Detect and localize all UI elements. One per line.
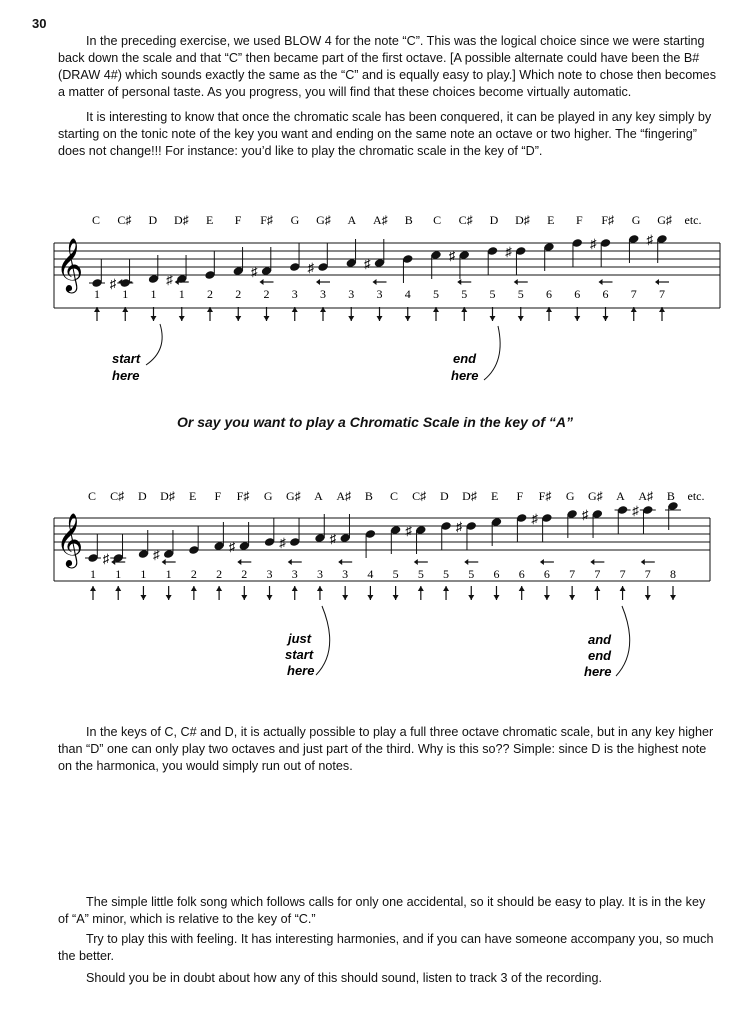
note <box>449 248 470 279</box>
sharp-sign-icon: ♯ <box>307 260 314 275</box>
hole-number: 3 <box>320 287 326 301</box>
blow-arrow-icon <box>320 307 326 321</box>
note <box>229 522 250 554</box>
page-number: 30 <box>32 16 47 31</box>
note <box>402 254 413 283</box>
note-name: D♯ <box>173 213 189 227</box>
hole-number: 1 <box>122 287 129 301</box>
note-name: etc. <box>684 213 702 227</box>
hole-number: 1 <box>150 287 157 301</box>
note-name: B <box>404 213 413 227</box>
hole-number: 4 <box>367 567 374 581</box>
note-name: C <box>433 213 442 227</box>
blow-arrow-icon <box>620 586 626 600</box>
note-name: D <box>148 213 158 227</box>
sharp-sign-icon: ♯ <box>251 264 258 279</box>
hole-number: 5 <box>461 287 468 301</box>
sharp-sign-icon: ♯ <box>632 503 639 518</box>
draw-arrow-icon <box>645 586 651 600</box>
hole-number: 1 <box>115 567 122 581</box>
hole-number: 3 <box>291 567 298 581</box>
hole-number: 5 <box>443 567 450 581</box>
hole-number: 7 <box>569 567 576 581</box>
sharp-sign-icon: ♯ <box>405 523 412 538</box>
sharp-sign-icon: ♯ <box>153 547 160 562</box>
sharp-sign-icon: ♯ <box>581 507 589 522</box>
sharp-sign-icon: ♯ <box>329 531 337 546</box>
hole-number: 5 <box>392 567 399 581</box>
hole-number: 2 <box>207 287 213 301</box>
note <box>516 513 527 542</box>
draw-arrow-icon <box>603 307 609 321</box>
end-label-line-1: and <box>588 632 612 647</box>
hole-number: 5 <box>433 287 439 301</box>
draw-arrow-icon <box>518 307 524 321</box>
start-marker <box>112 324 162 383</box>
note-name: F♯ <box>538 489 552 503</box>
hole-number: 6 <box>546 287 552 301</box>
blow-arrow-icon <box>443 586 449 600</box>
note-name: D♯ <box>160 489 175 503</box>
hole-number: 1 <box>94 287 100 301</box>
note <box>188 526 199 555</box>
note-name: A♯ <box>372 213 388 227</box>
note <box>85 534 101 563</box>
hole-number: 7 <box>619 567 626 581</box>
hole-number: 2 <box>263 287 270 301</box>
intro-paragraph-1: In the preceding exercise, we used BLOW 4 for the note “C”. This was the logical choice since we were starting back down the scale and that “C” then became part of the first octave. [A possible alternate could have been the B# (DRAW 4#) which sounds exactly the same as the “C” and is equally easy to play.] Which note to chose then becomes a matter of personal taste. As you progress, you will find that these choices become virtually automatic. <box>58 34 716 99</box>
blow-arrow-icon <box>433 307 439 321</box>
hole-number: 5 <box>417 567 424 581</box>
hole-number: 1 <box>178 287 185 301</box>
blow-arrow-icon <box>659 307 665 321</box>
draw-arrow-icon <box>544 586 550 600</box>
draw-arrow-icon <box>166 586 172 600</box>
note <box>647 232 668 263</box>
note-name: A♯ <box>336 489 352 503</box>
treble-clef-icon: 𝄞 <box>56 514 84 565</box>
hole-number: 3 <box>348 287 355 301</box>
start-label-line-2: start <box>285 647 314 662</box>
draw-arrow-icon <box>490 307 496 321</box>
note-name: F <box>214 489 222 503</box>
start-marker <box>285 606 330 678</box>
note-name: C♯ <box>412 489 427 503</box>
note-name: C <box>87 489 97 503</box>
blow-arrow-icon <box>631 307 637 321</box>
note <box>364 239 385 271</box>
note <box>440 521 451 550</box>
note-names-row <box>92 213 702 227</box>
note-name: E <box>188 489 197 503</box>
hole-number: 4 <box>404 287 411 301</box>
note <box>330 514 351 546</box>
draw-arrow-icon <box>151 307 157 321</box>
note <box>289 243 300 272</box>
hole-number: 5 <box>489 287 496 301</box>
hole-number: 3 <box>291 287 298 301</box>
note-name: F <box>234 213 242 227</box>
sharp-sign-icon: ♯ <box>102 551 110 566</box>
end-label-line-1: end <box>453 351 477 366</box>
note <box>572 238 583 267</box>
blow-arrow-icon <box>519 586 525 600</box>
treble-clef-icon: 𝄞 <box>56 239 84 290</box>
sharp-sign-icon: ♯ <box>531 511 538 526</box>
note-name: F <box>516 489 524 503</box>
blow-arrow-icon <box>418 586 424 600</box>
hole-number: 3 <box>342 567 349 581</box>
hole-number: 1 <box>140 567 147 581</box>
sharp-sign-icon: ♯ <box>646 232 653 247</box>
note-name: D♯ <box>515 213 530 227</box>
note-name: C <box>389 489 399 503</box>
draw-arrow-icon <box>179 307 185 321</box>
sharp-sign-icon: ♯ <box>166 272 173 287</box>
sharp-sign-icon: ♯ <box>228 539 236 554</box>
note <box>89 259 105 288</box>
note-name: C <box>91 213 101 227</box>
note-name: C♯ <box>117 213 132 227</box>
note-name: B <box>666 489 675 503</box>
note-name: D <box>439 489 449 503</box>
draw-arrow-icon <box>405 307 411 321</box>
sharp-sign-icon: ♯ <box>109 276 117 291</box>
hole-number: 1 <box>165 567 172 581</box>
note <box>487 246 498 275</box>
note-names-row <box>88 489 705 503</box>
blow-arrow-icon <box>292 307 298 321</box>
draw-arrow-icon <box>468 586 474 600</box>
note-name: A <box>314 489 323 503</box>
hole-number: 7 <box>594 567 601 581</box>
note-name: D <box>489 213 499 227</box>
note-name: C♯ <box>458 213 473 227</box>
note <box>264 518 275 547</box>
draw-arrow-icon <box>569 586 575 600</box>
draw-arrow-icon <box>367 586 373 600</box>
bottom-paragraph-3: Should you be in doubt about how any of this should sound, listen to track 3 of the recording. <box>86 971 602 985</box>
hole-number: 6 <box>543 567 550 581</box>
note <box>582 507 603 538</box>
blow-arrow-icon <box>207 307 213 321</box>
note-name: F <box>575 213 583 227</box>
hole-number: 3 <box>316 567 323 581</box>
caption-key-of-a: Or say you want to play a Chromatic Scale in the key of “A” <box>177 414 573 430</box>
note-name: E <box>490 489 499 503</box>
blow-arrow-icon <box>115 586 121 600</box>
hole-numbers-row <box>94 279 669 301</box>
middle-paragraph: In the keys of C, C# and D, it is actually possible to play a full three octave chromatic scale, but in any key higher than “D” one can only play two octaves and just part of the third. Why is this so?? Simple: since D is the highest note on the harmonica, you would simply run out of notes. <box>58 725 714 773</box>
draw-arrow-icon <box>348 307 354 321</box>
sharp-sign-icon: ♯ <box>448 248 456 263</box>
note <box>405 523 426 554</box>
draw-arrow-icon <box>574 307 580 321</box>
blow-arrow-icon <box>317 586 323 600</box>
end-label-line-3: here <box>584 664 612 679</box>
hole-number: 7 <box>630 287 637 301</box>
draw-arrow-icon <box>241 586 247 600</box>
end-marker <box>584 606 630 679</box>
hole-numbers-row <box>90 559 676 581</box>
draw-arrow-icon <box>670 586 676 600</box>
sharp-sign-icon: ♯ <box>505 244 512 259</box>
note <box>365 529 376 558</box>
blow-arrow-icon <box>191 586 197 600</box>
note-name: F♯ <box>236 489 250 503</box>
direction-arrows-row <box>94 307 665 321</box>
bottom-paragraph-2: Try to play this with feeling. It has interesting harmonies, and if you can have someone accompany you, so much the better. <box>58 932 714 963</box>
draw-arrow-icon <box>393 586 399 600</box>
note-name: G♯ <box>285 489 301 503</box>
start-label-line-1: just <box>288 631 312 646</box>
draw-arrow-icon <box>235 307 241 321</box>
blow-arrow-icon <box>122 307 128 321</box>
note-name: E <box>206 213 214 227</box>
sharp-sign-icon: ♯ <box>455 519 463 534</box>
draw-arrow-icon <box>342 586 348 600</box>
draw-arrow-icon <box>493 586 499 600</box>
blow-arrow-icon <box>94 307 100 321</box>
note-name: A♯ <box>638 489 654 503</box>
hole-number: 5 <box>468 567 475 581</box>
draw-arrow-icon <box>264 307 270 321</box>
note-name: G♯ <box>657 213 672 227</box>
note-name: F♯ <box>601 213 615 227</box>
draw-arrow-icon <box>267 586 273 600</box>
blow-arrow-icon <box>546 307 552 321</box>
hole-number: 8 <box>670 567 676 581</box>
hole-number: 2 <box>241 567 248 581</box>
hole-number: 7 <box>644 567 651 581</box>
end-marker <box>451 326 500 383</box>
note-name: D♯ <box>462 489 477 503</box>
hole-number: 3 <box>266 567 273 581</box>
note-name: G <box>263 489 273 503</box>
note-name: A <box>616 489 625 503</box>
hole-number: 5 <box>517 287 524 301</box>
direction-arrows-row <box>90 586 676 600</box>
chromatic-scale-a <box>0 480 750 690</box>
blow-arrow-icon <box>594 586 600 600</box>
start-label-line-2: here <box>112 368 140 383</box>
sharp-sign-icon: ♯ <box>279 535 286 550</box>
note-name: E <box>547 213 555 227</box>
blow-arrow-icon <box>216 586 222 600</box>
note-name: A <box>347 213 357 227</box>
hole-number: 1 <box>90 567 96 581</box>
note-name: F♯ <box>260 213 273 227</box>
chromatic-scale-d <box>0 200 750 390</box>
hole-number: 6 <box>602 287 609 301</box>
blow-arrow-icon <box>292 586 298 600</box>
blow-arrow-icon <box>90 586 96 600</box>
hole-number: 2 <box>235 287 242 301</box>
hole-number: 2 <box>190 567 197 581</box>
notes <box>85 501 681 566</box>
start-label-line-3: here <box>287 663 315 678</box>
hole-number: 3 <box>376 287 383 301</box>
note-name: G <box>290 213 300 227</box>
note-name: G <box>631 213 641 227</box>
note <box>204 251 215 280</box>
start-label-line-1: start <box>112 351 141 366</box>
sharp-sign-icon: ♯ <box>364 256 371 271</box>
end-label-line-2: here <box>451 368 479 383</box>
hole-number: 7 <box>659 287 665 301</box>
draw-arrow-icon <box>140 586 146 600</box>
note-name: G <box>565 489 575 503</box>
blow-arrow-icon <box>461 307 467 321</box>
note <box>153 530 174 562</box>
note <box>615 505 631 534</box>
note-name: etc. <box>687 489 705 503</box>
intro-paragraph-2: It is interesting to know that once the chromatic scale has been conquered, it can be played in any key simply by starting on the tonic note of the key you want and ending on the same note an octave or two higher. The “fingering” does not change!!! For instance: you’d like to play the chromatic scale in the key of “D”. <box>58 110 712 158</box>
end-label-line-2: end <box>588 648 612 663</box>
note-name: C♯ <box>110 489 125 503</box>
note-name: G♯ <box>316 213 331 227</box>
sharp-sign-icon: ♯ <box>590 236 597 251</box>
hole-number: 6 <box>574 287 581 301</box>
hole-number: 6 <box>493 567 500 581</box>
bottom-paragraph-1: The simple little folk song which follows calls for only one accidental, so it should be easy to play. It is in the key of “A” minor, which is relative to the key of “C.” <box>58 895 706 926</box>
hole-number: 6 <box>518 567 525 581</box>
note-name: D <box>137 489 147 503</box>
draw-arrow-icon <box>377 307 383 321</box>
note <box>251 247 272 279</box>
hole-number: 2 <box>216 567 223 581</box>
note-name: G♯ <box>587 489 603 503</box>
note-name: B <box>364 489 373 503</box>
